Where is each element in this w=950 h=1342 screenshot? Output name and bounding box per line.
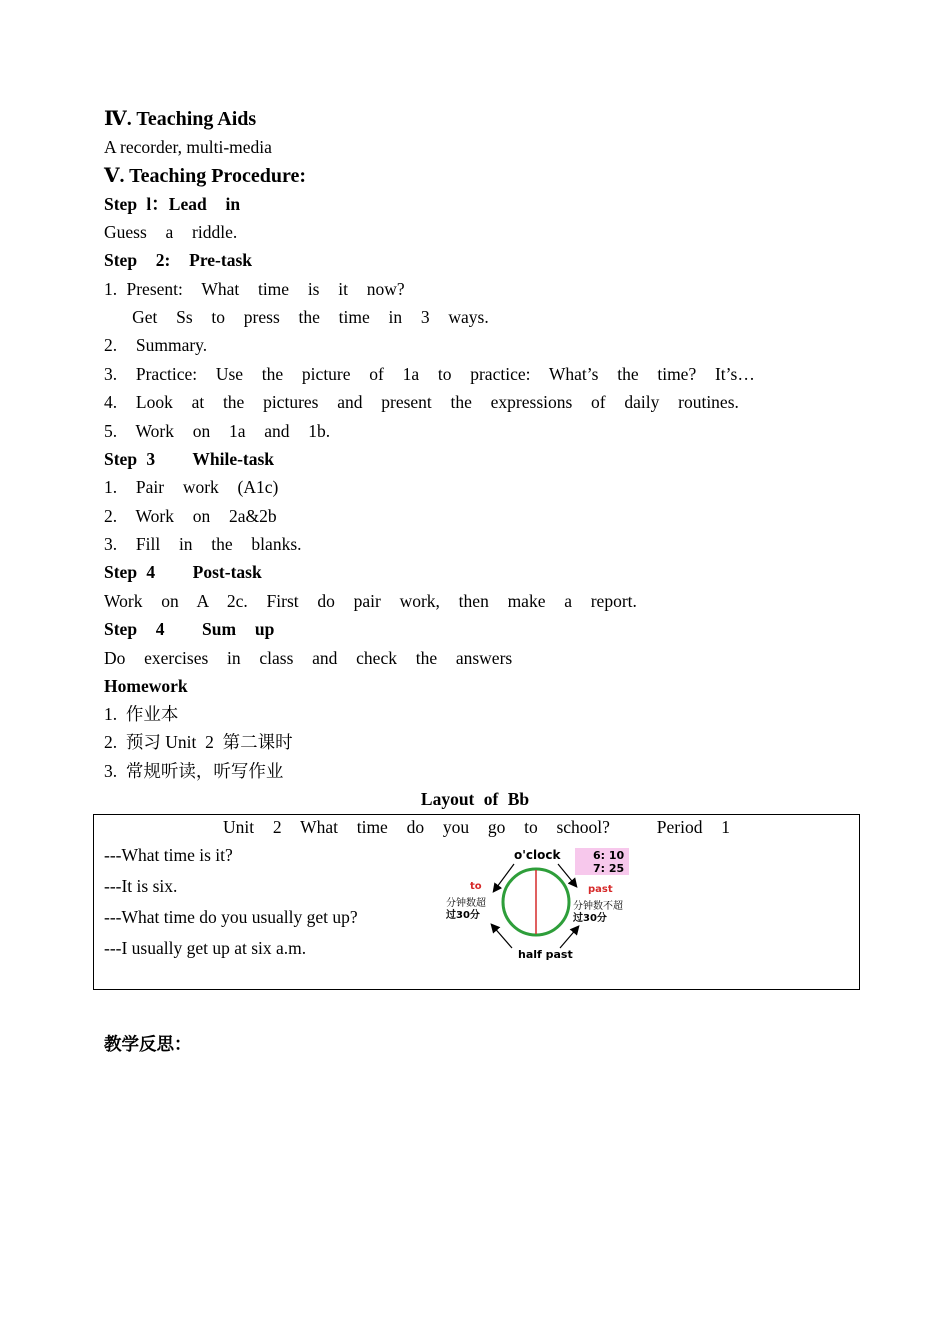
homework-item: 3. 常规听读，听写作业: [104, 761, 284, 781]
arrow-half-past-to: [492, 925, 512, 948]
step-4-post-task-item: Work on A 2c. First do pair work, then make a report.: [104, 591, 637, 611]
past-note-line-1: 分钟数不超: [573, 901, 623, 912]
step-2-item: Get Ss to press the time in 3 ways.: [104, 307, 489, 327]
section-heading-teaching-procedure: Ⅴ. Teaching Procedure:: [104, 165, 307, 187]
time-example: 6: 10: [593, 849, 625, 862]
to-label: to: [470, 881, 482, 892]
step-3-item: 3. Fill in the blanks.: [104, 534, 302, 554]
clock-diagram: [444, 843, 644, 965]
dialogue-line: ---What time do you usually get up?: [104, 907, 358, 927]
homework-item: 2. 预习 Unit 2 第二课时: [104, 732, 293, 752]
step-4-post-task-title: Step 4 Post-task: [104, 562, 262, 582]
step-3-title: Step 3 While-task: [104, 449, 275, 469]
step-2-item: 4. Look at the pictures and present the expressions of daily routines.: [104, 392, 739, 412]
homework-item: 1. 作业本: [104, 704, 179, 724]
step-2-item: 3. Practice: Use the picture of 1a to practice: What’s the time? It’s…: [104, 364, 755, 384]
arrow-half-past-past: [560, 927, 578, 948]
past-label: past: [588, 884, 613, 895]
dialogue-line: ---It is six.: [104, 876, 178, 896]
step-2-item: 1. Present: What time is it now?: [104, 279, 405, 299]
half-past-label: half past: [518, 948, 573, 961]
step-2-item: 5. Work on 1a and 1b.: [104, 421, 331, 441]
layout-title: Layout of Bb: [420, 789, 530, 809]
board-title: Unit 2 What time do you go to school? Period 1: [223, 817, 730, 837]
time-example: 7: 25: [593, 862, 625, 875]
to-note-line-1: 分钟数超: [446, 898, 486, 909]
step-1-item: Guess a riddle.: [104, 222, 238, 242]
homework-title: Homework: [104, 676, 188, 696]
arrow-past: [558, 864, 576, 886]
oclock-label: o'clock: [514, 848, 561, 862]
to-note-line-2: 过30分: [446, 910, 480, 921]
blackboard-layout-box: [93, 814, 860, 990]
section-heading-teaching-aids: Ⅳ. Teaching Aids: [104, 108, 257, 130]
step-2-item: 2. Summary.: [104, 335, 208, 355]
past-note-line-2: 过30分: [573, 913, 607, 924]
step-3-item: 1. Pair work (A1c): [104, 477, 279, 497]
step-2-title: Step 2: Pre-task: [104, 250, 252, 270]
arrow-to: [494, 864, 514, 891]
reflection-title: 教学反思：: [104, 1034, 192, 1054]
step-4-sum-up-title: Step 4 Sum up: [104, 619, 275, 639]
dialogue-line: ---I usually get up at six a.m.: [104, 938, 307, 958]
step-3-item: 2. Work on 2a&2b: [104, 506, 277, 526]
dialogue-line: ---What time is it?: [104, 845, 233, 865]
step-1-title: Step l：Lead in: [104, 194, 241, 214]
teaching-aids-text: A recorder, multi-media: [104, 137, 272, 157]
step-4-sum-up-item: Do exercises in class and check the answers: [104, 648, 513, 668]
